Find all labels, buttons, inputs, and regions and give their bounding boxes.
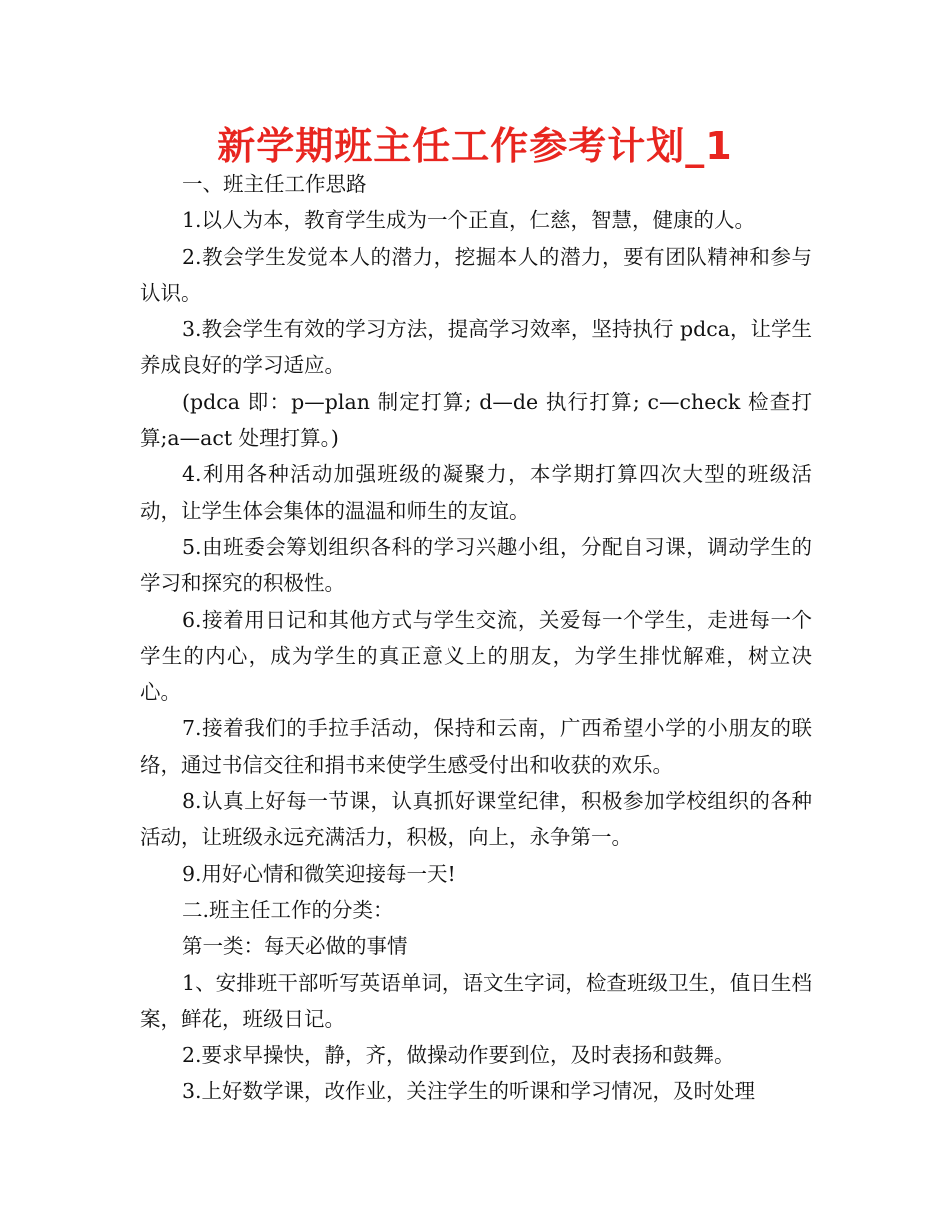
section-heading: 二.班主任工作的分类： bbox=[182, 897, 394, 922]
paragraph: 2.要求早操快，静，齐，做操动作要到位，及时表扬和鼓舞。 bbox=[182, 1043, 735, 1068]
paragraph: 2.教会学生发觉本人的潜力，挖掘本人的潜力，要有团队精神和参与认识。 bbox=[140, 244, 812, 305]
paragraph: 1.以人为本，教育学生成为一个正直，仁慈，智慧，健康的人。 bbox=[182, 208, 756, 233]
document-body bbox=[140, 166, 812, 1110]
section-heading: 一、班主任工作思路 bbox=[182, 172, 367, 196]
paragraph: 3.教会学生有效的学习方法，提高学习效率，坚持执行 pdca，让学生养成良好的学习适应。 bbox=[140, 317, 812, 378]
paragraph: 9.用好心情和微笑迎接每一天! bbox=[182, 861, 456, 886]
paragraph: 5.由班委会筹划组织各科的学习兴趣小组，分配自习课，调动学生的学习和探究的积极性。 bbox=[140, 534, 812, 596]
paragraph: 6.接着用日记和其他方式与学生交流，关爱每一个学生，走进每一个学生的内心，成为学生的真正意义上的朋友，为学生排忧解难，树立决心。 bbox=[140, 607, 812, 705]
paragraph: (pdca 即：p—plan 制定打算; d—de 执行打算; c—check 检查打算;a—act 处理打算。) bbox=[140, 389, 812, 451]
subsection-heading: 第一类：每天必做的事情 bbox=[182, 934, 408, 959]
paragraph: 4.利用各种活动加强班级的凝聚力，本学期打算四次大型的班级活动，让学生体会集体的温温和师生的友谊。 bbox=[140, 462, 812, 523]
paragraph: 8.认真上好每一节课，认真抓好课堂纪律，积极参加学校组织的各种活动，让班级永远充满活力，积极，向上，永争第一。 bbox=[140, 789, 812, 850]
paragraph: 7.接着我们的手拉手活动，保持和云南，广西希望小学的小朋友的联络，通过书信交往和捐书来使学生感受付出和收获的欢乐。 bbox=[140, 716, 812, 777]
paragraph: 3.上好数学课，改作业，关注学生的听课和学习情况，及时处理 bbox=[182, 1079, 756, 1104]
document-title: 新学期班主任工作参考计划_1 bbox=[217, 124, 733, 168]
paragraph: 1、安排班干部听写英语单词，语文生字词，检查班级卫生，值日生档案，鲜花，班级日记。 bbox=[140, 970, 812, 1031]
